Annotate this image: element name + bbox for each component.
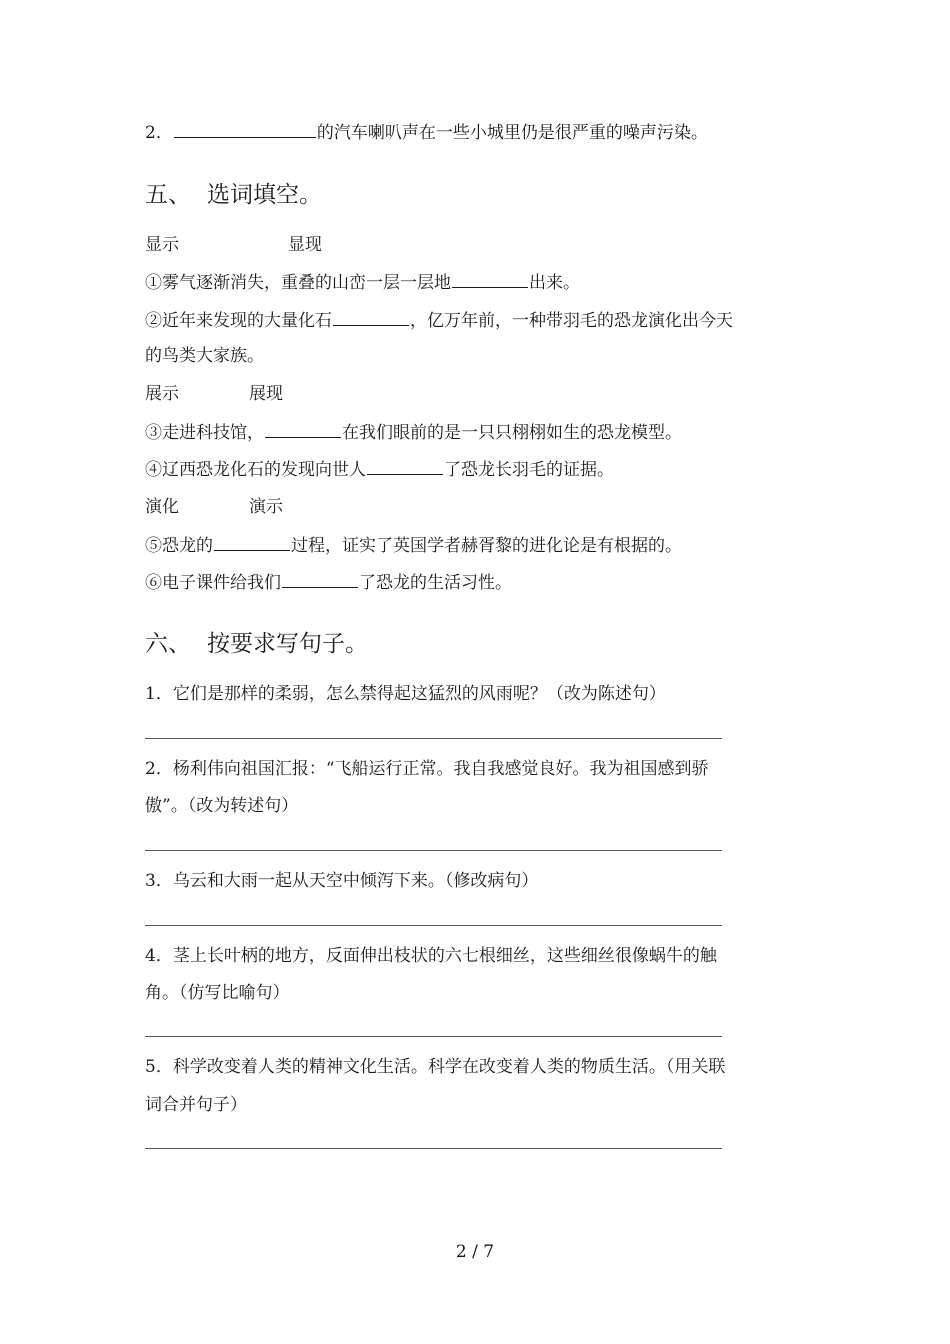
s6-question-5-line-2: 词合并句子） <box>145 1095 247 1115</box>
q4-item-2-text: 的汽车喇叭声在一些小城里仍是很严重的噪声污染。 <box>316 123 708 143</box>
s6-question-3: 3．乌云和大雨一起从天空中倾泻下来。（修改病句） <box>145 871 539 891</box>
sentence-1-post: 出来。 <box>529 273 580 293</box>
sentence-4-blank[interactable] <box>367 457 443 475</box>
word-group-2-word-b: 展现 <box>249 384 283 404</box>
sentence-4 <box>145 457 614 482</box>
sentence-1-pre: ①雾气逐渐消失，重叠的山峦一层一层地 <box>145 273 451 293</box>
word-group-2 <box>145 382 283 406</box>
s6-question-4-line-1: 4．茎上长叶柄的地方，反面伸出枝状的六七根细丝，这些细丝很像蜗牛的触 <box>145 946 717 966</box>
sentence-2-post: ，亿万年前，一种带羽毛的恐龙演化出今天 <box>410 311 733 331</box>
section-6-number: 六、 <box>145 631 191 657</box>
sentence-6 <box>145 570 512 595</box>
q4-item-2-blank[interactable] <box>174 120 316 138</box>
sentence-6-pre: ⑥电子课件给我们 <box>145 573 281 593</box>
q4-item-2-number: 2． <box>145 123 173 143</box>
s6-answer-line-4[interactable] <box>145 1036 722 1037</box>
sentence-1-blank[interactable] <box>452 270 528 288</box>
word-group-3 <box>145 495 283 519</box>
section-5-heading <box>145 180 322 210</box>
s6-answer-line-1[interactable] <box>145 738 722 739</box>
sentence-2-pre: ②近年来发现的大量化石 <box>145 311 332 331</box>
sentence-5-post: 过程，证实了英国学者赫胥黎的进化论是有根据的。 <box>291 536 682 556</box>
word-group-1-word-b: 显现 <box>288 235 322 255</box>
q4-item-2 <box>145 120 708 145</box>
word-group-3-word-b: 演示 <box>249 497 283 517</box>
sentence-2-continued: 的鸟类大家族。 <box>145 346 264 366</box>
sentence-4-pre: ④辽西恐龙化石的发现向世人 <box>145 460 366 480</box>
page-number: 2 / 7 <box>455 1242 495 1262</box>
sentence-6-post: 了恐龙的生活习性。 <box>359 573 512 593</box>
section-5-number: 五、 <box>145 182 191 208</box>
s6-question-2-line-2: 傲”。（改为转述句） <box>145 796 299 816</box>
word-group-1 <box>145 233 322 257</box>
sentence-5-pre: ⑤恐龙的 <box>145 536 213 556</box>
sentence-3-pre: ③走进科技馆， <box>145 423 264 443</box>
sentence-3-blank[interactable] <box>265 420 341 438</box>
word-group-1-word-a: 显示 <box>145 235 179 255</box>
word-group-3-word-a: 演化 <box>145 497 179 517</box>
sentence-5 <box>145 533 682 558</box>
sentence-2 <box>145 308 733 333</box>
sentence-2-blank[interactable] <box>333 308 409 326</box>
sentence-3-post: 在我们眼前的是一只只栩栩如生的恐龙模型。 <box>342 423 682 443</box>
s6-answer-line-3[interactable] <box>145 925 722 926</box>
sentence-3 <box>145 420 682 445</box>
sentence-5-blank[interactable] <box>214 533 290 551</box>
s6-question-1: 1．它们是那样的柔弱，怎么禁得起这猛烈的风雨呢？（改为陈述句） <box>145 684 666 704</box>
section-6-title: 按要求写句子。 <box>207 631 368 657</box>
s6-answer-line-5[interactable] <box>145 1148 722 1149</box>
word-group-2-word-a: 展示 <box>145 384 179 404</box>
s6-answer-line-2[interactable] <box>145 850 722 851</box>
s6-question-4-line-2: 角。（仿写比喻句） <box>145 983 290 1003</box>
sentence-1 <box>145 270 580 295</box>
sentence-6-blank[interactable] <box>282 570 358 588</box>
s6-question-5-line-1: 5．科学改变着人类的精神文化生活。科学在改变着人类的物质生活。（用关联 <box>145 1057 726 1077</box>
section-6-heading <box>145 629 368 659</box>
section-5-title: 选词填空。 <box>207 182 322 208</box>
s6-question-2-line-1: 2．杨利伟向祖国汇报：“飞船运行正常。我自我感觉良好。我为祖国感到骄 <box>145 759 709 779</box>
sentence-4-post: 了恐龙长羽毛的证据。 <box>444 460 614 480</box>
